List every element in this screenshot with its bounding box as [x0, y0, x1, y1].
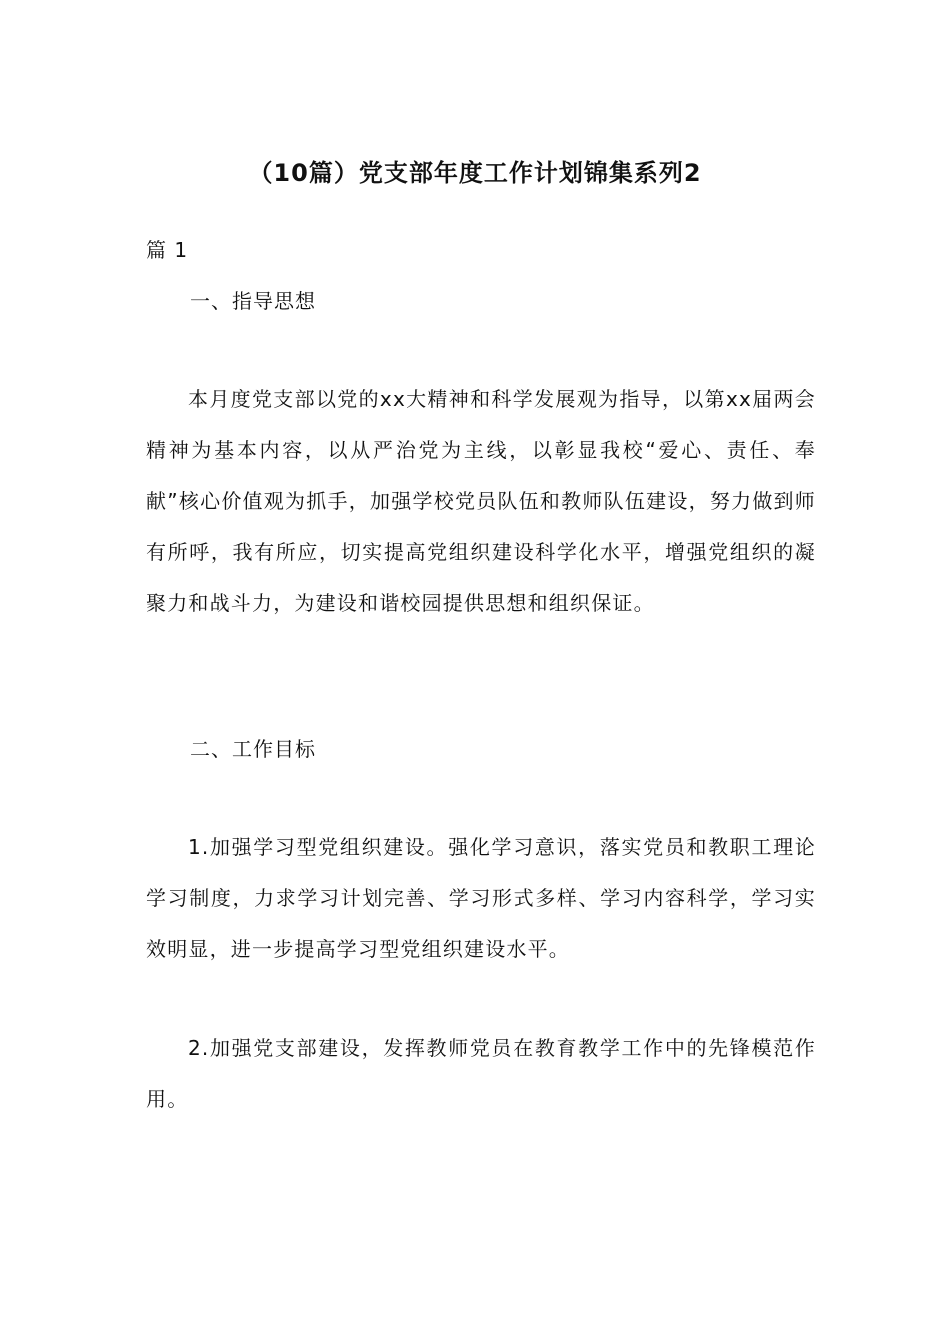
paragraph-goal-1: 1.加强学习型党组织建设。强化学习意识，落实党员和教职工理论学习制度，力求学习计划完善、学习形式多样、学习内容科学，学习实效明显，进一步提高学习型党组织建设水平。 — [146, 835, 816, 961]
document-title: （10篇）党支部年度工作计划锦集系列2 — [248, 159, 702, 187]
paragraph-goal-2: 2.加强党支部建设，发挥教师党员在教育教学工作中的先锋模范作用。 — [146, 1036, 816, 1111]
section-heading-work-goals: 二、工作目标 — [190, 737, 316, 761]
paragraph-guiding-ideology: 本月度党支部以党的xx大精神和科学发展观为指导，以第xx届两会精神为基本内容，以从严治党为主线，以彰显我校“爱心、责任、奉献”核心价值观为抓手，加强学校党员队伍和教师队伍建设，努力做到师有所呼，我有所应，切实提高党组织建设科学化水平，增强党组织的凝聚力和战斗力，为建设和谐校园提供思想和组织保证。 — [146, 387, 816, 615]
section-heading-guiding-ideology: 一、指导思想 — [190, 289, 316, 313]
part-label: 篇 1 — [146, 238, 189, 262]
